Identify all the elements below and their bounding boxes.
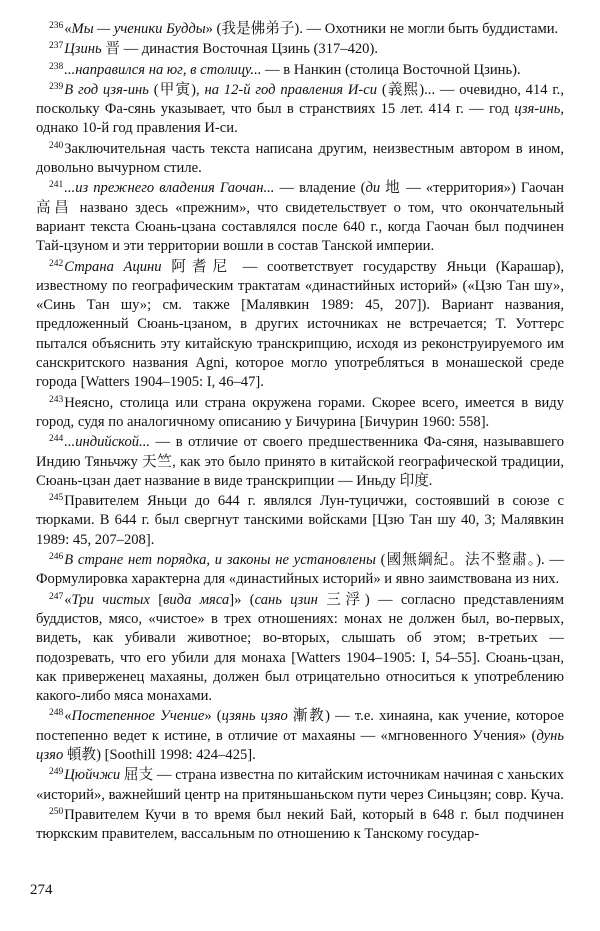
footnote-239 bbox=[36, 81, 564, 139]
footnote-number: 241 bbox=[49, 180, 64, 191]
footnote-244 bbox=[36, 433, 564, 491]
footnote-242 bbox=[36, 258, 564, 393]
footnote-text: [ bbox=[149, 591, 164, 608]
italic-term: Три чистых bbox=[71, 591, 150, 608]
italic-term: вида мяса bbox=[163, 591, 230, 608]
footnote-number: 244 bbox=[49, 434, 64, 445]
footnote-248 bbox=[36, 707, 564, 765]
italic-term: Мы — ученики Будды bbox=[71, 21, 206, 37]
footnote-number: 247 bbox=[49, 591, 64, 602]
footnote-number: 249 bbox=[49, 767, 64, 778]
footnote-text: Неясно, столица или страна окружена горами. Скорее всего, имеется в виду город, судя по аналогичному описанию у Бичурина [Бичурин 1960: 558]. bbox=[36, 394, 564, 430]
footnote-text: « bbox=[64, 708, 72, 725]
footnote-number: 245 bbox=[49, 493, 64, 504]
footnote-number: 237 bbox=[49, 41, 64, 52]
footnote-number: 240 bbox=[49, 140, 64, 151]
italic-term: ди bbox=[365, 180, 381, 197]
italic-term: ...из прежнего владения Гаочан... bbox=[64, 180, 275, 197]
footnote-249 bbox=[36, 766, 564, 805]
footnote-text: , однако 10-й год правления И-си. bbox=[36, 101, 564, 137]
footnote-text: (國無綱紀。法不整肅。). — Формулировка характерна для «династийных историй» и явно заимствована из них. bbox=[36, 552, 564, 588]
footnote-text: » (我是佛弟子). — Охотники не могли быть буддистами. bbox=[205, 21, 559, 37]
footnote-text: 漸教) — т.е. хинаяна, как учение, которое постепенно ведет к истине, в отличие от махаяны — «мгновенного Учения» ( bbox=[36, 708, 565, 744]
footnote-number: 239 bbox=[49, 81, 64, 92]
footnote-number: 242 bbox=[49, 258, 64, 269]
footnote-245 bbox=[36, 492, 564, 550]
footnote-241 bbox=[36, 179, 564, 256]
footnotes-block bbox=[36, 20, 564, 845]
footnote-text: — в Нанкин (столица Восточной Цзинь). bbox=[261, 61, 521, 78]
italic-term: Цзинь bbox=[64, 41, 102, 58]
italic-term: цзянь цзяо bbox=[221, 708, 288, 725]
footnote-text: 三浮) — согласно представлениям буддистов, мясо, «чистое» в трех отношениях: монах не должен был, во-первых, видеть, как убивали животное; во-вторых, слышать об этом; в-третьих — подозревать, что его убили для монаха [Watters 1904–1905: I, 54–55]. Сюань-цзан, как приверженец махаяны, должен был отрицательно относиться к употреблению какого-либо мяса монахами. bbox=[36, 591, 564, 705]
footnote-number: 248 bbox=[49, 708, 64, 719]
footnote-text: 晋 — династия Восточная Цзинь (317–420). bbox=[101, 41, 378, 58]
footnote-text: — владение ( bbox=[274, 180, 366, 197]
italic-term: Постепенное Учение bbox=[71, 708, 205, 725]
footnote-text: ]» ( bbox=[229, 591, 255, 608]
italic-term: В год цзя-инь bbox=[64, 81, 149, 98]
italic-term: ...направился на юг, в столицу... bbox=[64, 61, 262, 78]
footnote-text: Заключительная часть текста написана другим, неизвестным автором в ином, довольно вычурном стиле. bbox=[36, 140, 564, 177]
italic-term: Цюйчжи bbox=[64, 767, 121, 784]
footnote-number: 250 bbox=[49, 806, 64, 817]
footnote-247 bbox=[36, 591, 564, 707]
footnote-text: 屈支 — страна известна по китайским источникам начиная с ханьских «историй», важнейший центр на притяньшаньском пути через Синьцзян; совр. Куча. bbox=[36, 767, 564, 803]
footnote-text: (義熙)... — очевидно, 414 г., поскольку Фа-сянь указывает, что был в странствиях 15 лет. 414 г. — год bbox=[36, 81, 564, 118]
page-number: 274 bbox=[30, 882, 53, 898]
footnote-text: « bbox=[64, 21, 72, 37]
footnote-text: Правителем Кучи в то время был некий Бай, который в 648 г. был подчинен тюркским правителем, вассальным по отношению к Танскому государ- bbox=[36, 806, 564, 843]
footnote-240 bbox=[36, 140, 564, 179]
italic-term: сань цзин bbox=[254, 591, 318, 608]
footnote-text: 地 — «территория») Гаочан 高昌 названо здесь «прежним», что свидетельствует о том, что окончательный вариант текста Сюань-цзана составлялся после 640 г., когда Гаочан был подчинен Тай-цзуном и эти территории вошли в состав Танской империи. bbox=[36, 180, 564, 255]
italic-term: В стране нет порядка, и законы не установлены bbox=[64, 552, 376, 569]
footnote-243 bbox=[36, 394, 564, 433]
footnote-246 bbox=[36, 551, 564, 590]
footnote-text: — в отличие от своего предшественника Фа-сяня, называвшего Индию Тяньчжу 天竺, как это было принято в китайской географической традиции, Сюань-цзан дает название в виде транскрипции — Иньду 印度. bbox=[36, 434, 564, 489]
italic-term: дунь цзяо bbox=[36, 727, 564, 763]
footnote-text: 頓教) [Soothill 1998: 424–425]. bbox=[63, 746, 256, 763]
italic-term: цзя-инь bbox=[514, 101, 561, 118]
footnote-number: 243 bbox=[49, 394, 64, 405]
footnote-text: « bbox=[64, 591, 72, 608]
footnote-number: 238 bbox=[49, 61, 64, 72]
footnote-236 bbox=[36, 20, 564, 39]
footnote-text: » ( bbox=[204, 708, 222, 725]
italic-term: ...индийской... bbox=[64, 434, 150, 451]
italic-term: на 12-й год правления И-си bbox=[204, 81, 378, 98]
footnote-number: 236 bbox=[49, 21, 64, 31]
italic-term: Страна Ацини bbox=[64, 258, 162, 275]
footnote-237 bbox=[36, 40, 564, 59]
footnote-text: (甲寅), bbox=[148, 81, 205, 98]
footnote-250 bbox=[36, 806, 564, 845]
footnote-238 bbox=[36, 61, 564, 80]
footnote-text: Правителем Яньци до 644 г. являлся Лун-туцичжи, состоявший в союзе с тюрками. В 644 г. был свергнут танскими войсками [Цзю Тан шу 40, 3; Малявкин 1989: 45, 207–208]. bbox=[36, 493, 564, 548]
footnote-number: 246 bbox=[49, 552, 64, 563]
footnote-text: 阿耆尼 — соответствует государству Яньци (Карашар), известному по географическим трактатам «династийных историй» («Цзю Тан шу», «Синь Тан шу»; см. также [Малявкин 1989: 45, 207]). Вариант названия, предложенный Сюань-цзаном, в других источниках не встречается; Т. Уоттерс пытался объяснить эту китайскую транскрипцию, исходя из реконструируемого им санскритского названия Agni, которое могло употребляться в монашеской среде города [Watters 1904–1905: I, 46–47]. bbox=[36, 258, 564, 391]
